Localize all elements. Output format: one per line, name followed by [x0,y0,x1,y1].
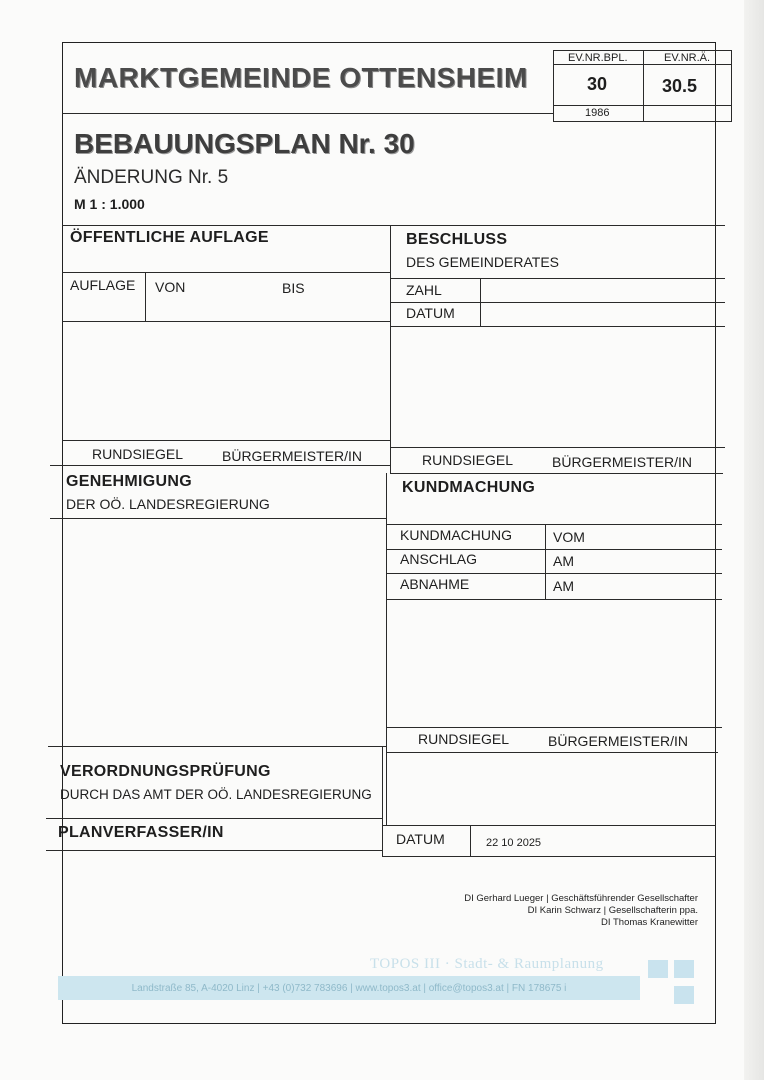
ev-nr-ae-value: 30.5 [662,76,698,96]
plan-title: BEBAUUNGSPLAN Nr. 30 [74,128,415,159]
public-display-heading: ÖFFENTLICHE AUFLAGE [70,229,269,246]
datum-label: DATUM [406,305,455,321]
firm-logo-square-1 [648,960,668,978]
firm-logo-square-3 [674,986,694,1004]
public-display-mayor: BÜRGERMEISTER/IN [222,448,363,464]
author-line-3: DI Thomas Kranewitter [601,917,698,928]
ev-nr-bpl-year: 1986 [585,107,610,119]
firm-address: Landstraße 85, A-4020 Linz | +43 (0)732 783696 | www.topos3.at | office@topos3.at | FN 178675 i [131,982,567,994]
review-subheading: DURCH DAS AMT DER OÖ. LANDESREGIERUNG [60,787,372,802]
ev-nr-ae-label: EV.NR.Ä. [664,52,711,64]
publication-heading: KUNDMACHUNG [402,479,536,496]
kundmachung-row-label: KUNDMACHUNG [400,527,512,543]
approval-heading: GENEHMIGUNG [66,473,192,490]
ev-nr-bpl-value: 30 [587,74,608,94]
firm-name: TOPOS III · Stadt- & Raumplanung [370,956,604,972]
publication-seal: RUNDSIEGEL [418,731,510,747]
firm-address-band [58,976,640,1000]
bis-column-label: BIS [282,280,305,296]
public-display-seal: RUNDSIEGEL [92,446,184,462]
anschlag-row-value: AM [553,553,574,569]
anschlag-row-label: ANSCHLAG [400,551,478,567]
approval-subheading: DER OÖ. LANDESREGIERUNG [66,496,270,512]
author-date-value: 22 10 2025 [486,837,542,849]
abnahme-row-label: ABNAHME [400,576,470,592]
firm-logo-square-2 [674,960,694,978]
resolution-mayor: BÜRGERMEISTER/IN [552,454,693,470]
municipality-title: MARKTGEMEINDE OTTENSHEIM [74,62,528,93]
plan-amendment: ÄNDERUNG Nr. 5 [74,167,229,188]
resolution-subheading: DES GEMEINDERATES [406,254,559,270]
kundmachung-row-value: VOM [553,529,585,545]
scan-edge [744,0,764,1080]
author-heading: PLANVERFASSER/IN [58,824,224,841]
abnahme-row-value: AM [553,578,574,594]
author-line-2: DI Karin Schwarz | Gesellschafterin ppa. [527,905,698,916]
review-heading: VERORDNUNGSPRÜFUNG [60,763,271,780]
author-date-label: DATUM [396,831,445,847]
author-line-1: DI Gerhard Lueger | Geschäftsführender Gesellschafter [464,893,698,904]
ev-nr-bpl-label: EV.NR.BPL. [568,52,628,64]
von-column-label: VON [155,279,186,295]
resolution-heading: BESCHLUSS [406,231,508,248]
publication-mayor: BÜRGERMEISTER/IN [548,733,689,749]
auflage-column-label: AUFLAGE [70,277,136,293]
form-frame [62,42,716,1024]
resolution-seal: RUNDSIEGEL [422,452,514,468]
zahl-label: ZAHL [406,282,442,298]
plan-scale: M 1 : 1.000 [74,196,145,212]
